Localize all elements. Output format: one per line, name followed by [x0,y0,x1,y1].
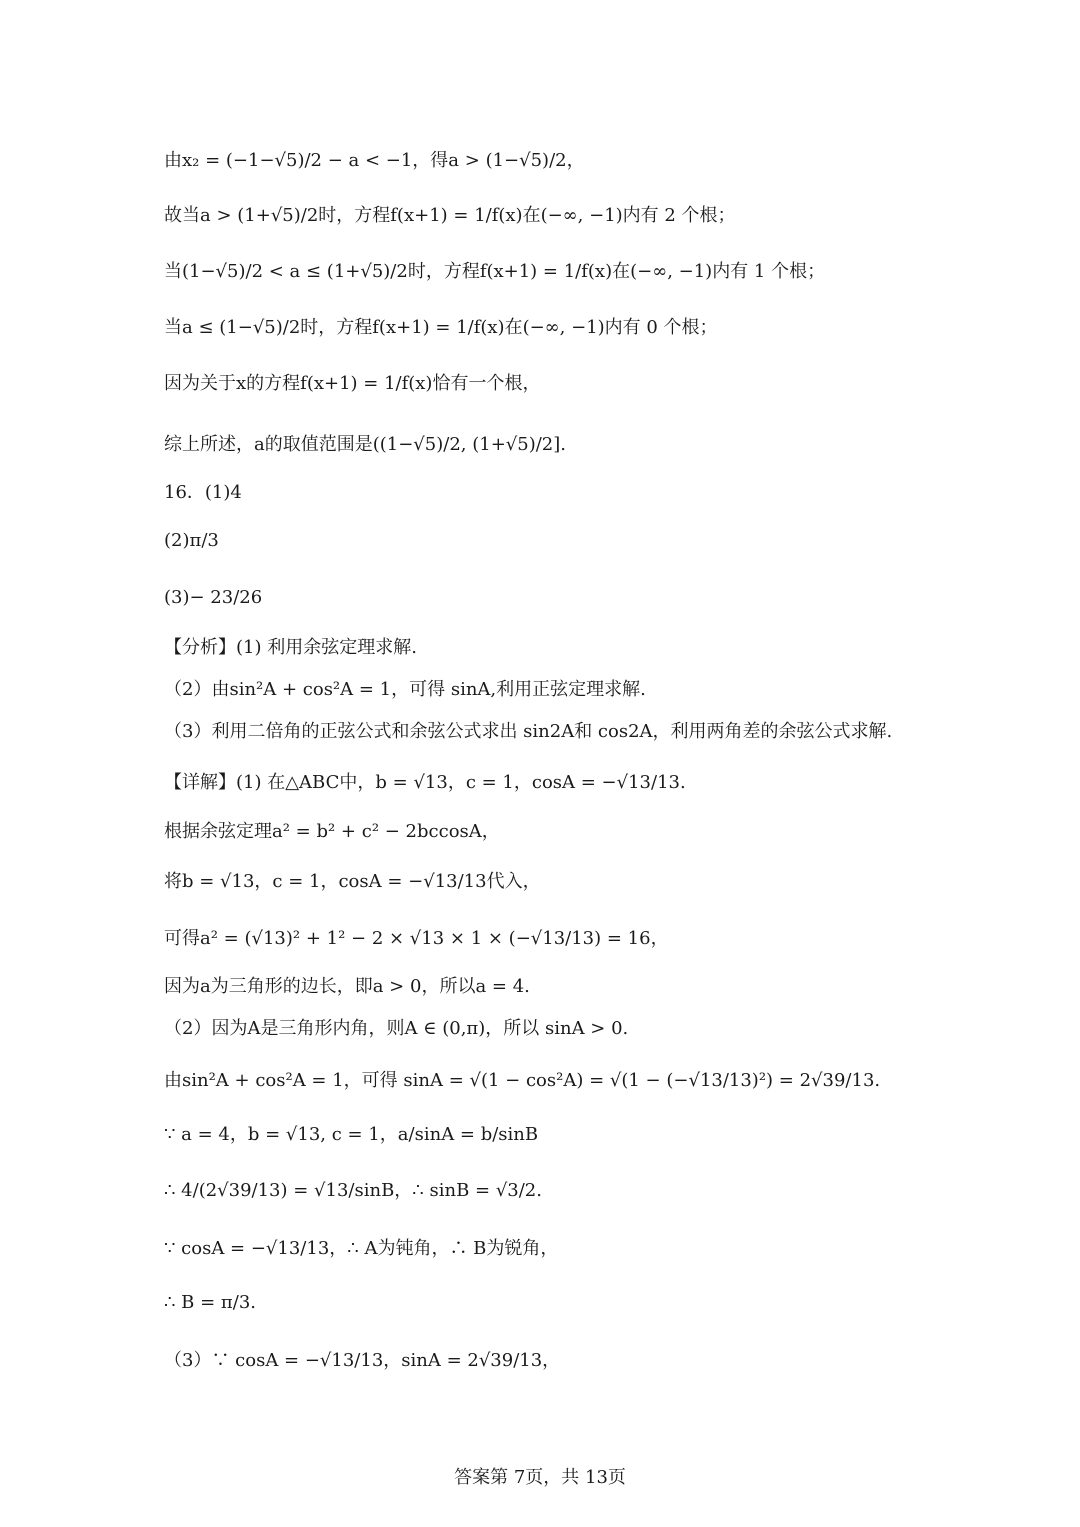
text-line: 因为关于x的方程f(x+1) = 1/f(x)恰有一个根， [164,373,541,394]
text-line: 当(1−√5)/2 < a ≤ (1+√5)/2时，方程f(x+1) = 1/f(x)在(−∞, −1)内有 1 个根； [164,261,826,282]
detail-line: 【详解】(1) 在△ABC中，b = √13，c = 1，cosA = −√13/13. [164,772,686,793]
detail-line: 由sin²A + cos²A = 1，可得 sinA = √(1 − cos²A) = √(1 − (−√13/13)²) = 2√39/13. [164,1070,881,1091]
analysis-line: 【分析】(1) 利用余弦定理求解. [164,637,417,658]
detail-line: ∴ B = π/3. [164,1292,256,1313]
detail-line: （2）因为A是三角形内角，则A ∈ (0,π)，所以 sinA > 0. [164,1018,629,1039]
detail-line: 根据余弦定理a² = b² + c² − 2bccosA， [164,821,500,842]
detail-line: ∵ a = 4，b = √13, c = 1，a/sinA = b/sinB [164,1124,539,1145]
text-line: 由x₂ = (−1−√5)/2 − a < −1，得a > (1−√5)/2， [164,150,585,171]
detail-line: （3）∵ cosA = −√13/13，sinA = 2√39/13， [164,1350,561,1371]
text-line: 故当a > (1+√5)/2时，方程f(x+1) = 1/f(x)在(−∞, −1)内有 2 个根； [164,205,736,226]
detail-line: 可得a² = (√13)² + 1² − 2 × √13 × 1 × (−√13/13) = 16， [164,928,669,949]
detail-line: ∵ cosA = −√13/13，∴ A为钝角，∴ B为锐角， [164,1238,559,1259]
page-footer: 答案第 7页，共 13页 [454,1467,626,1488]
analysis-line: （2）由sin²A + cos²A = 1，可得 sinA,利用正弦定理求解. [164,679,646,700]
detail-line: ∴ 4/(2√39/13) = √13/sinB，∴ sinB = √3/2. [164,1180,542,1201]
detail-line: 将b = √13，c = 1，cosA = −√13/13代入， [164,871,541,892]
answer-line: (2)π/3 [164,530,219,551]
text-line: 综上所述，a的取值范围是((1−√5)/2, (1+√5)/2]. [164,434,566,455]
answer-line: (3)− 23/26 [164,587,263,608]
answer-line: 16．(1)4 [164,482,242,503]
analysis-line: （3）利用二倍角的正弦公式和余弦公式求出 sin2A和 cos2A，利用两角差的余弦公式求解. [164,721,893,742]
text-line: 当a ≤ (1−√5)/2时，方程f(x+1) = 1/f(x)在(−∞, −1)内有 0 个根； [164,317,718,338]
detail-line: 因为a为三角形的边长，即a > 0，所以a = 4. [164,976,530,997]
